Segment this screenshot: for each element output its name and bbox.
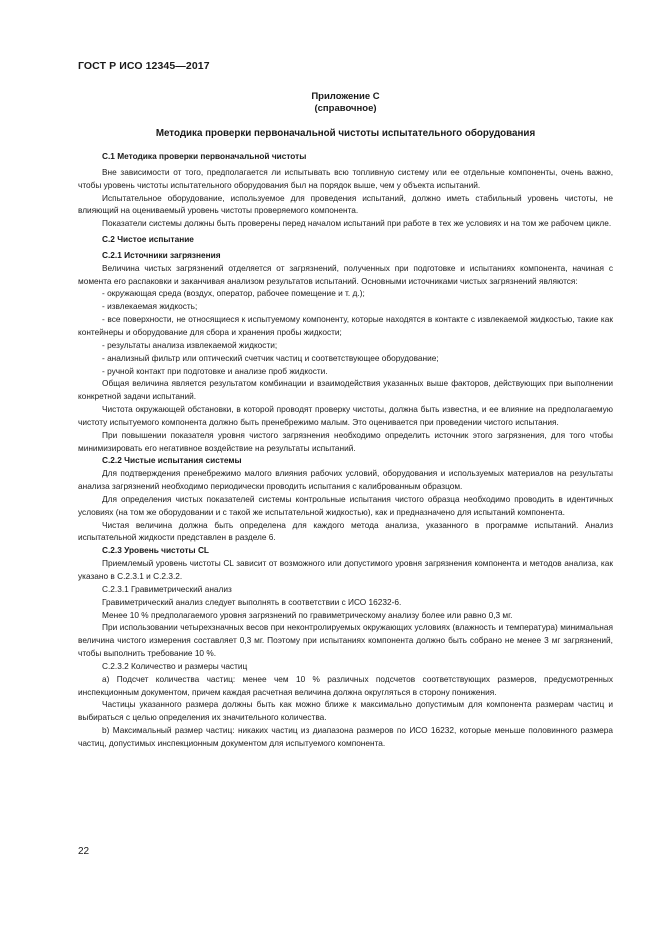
paragraph: Общая величина является результатом комбинации и взаимодействия указанных выше факторов, действующих при выполнении конкретной задачи испытаний. (78, 378, 613, 402)
paragraph: Частицы указанного размера должны быть как можно ближе к максимально допустимым для компонента размерам частиц и выбираться с целью определения их значительного количества. (78, 699, 613, 723)
document-body (78, 150, 613, 750)
paragraph: b) Максимальный размер частиц: никаких частиц из диапазона размеров по ИСО 16232, которые меньше половинного размера частиц, допустимых инспекционным документом для испытуемого компонента. (78, 725, 613, 748)
section-heading-c23: С.2.3 Уровень чистоты CL (102, 545, 210, 556)
paragraph: Показатели системы должны быть проверены перед началом испытаний при работе в тех же условиях и на том же рабочем цикле. (102, 218, 612, 229)
subsection-heading-c232: С.2.3.2 Количество и размеры частиц (102, 660, 248, 671)
paragraph: Для определения чистых показателей системы контрольные испытания чистого образца необходимо проводить в идентичных условиях (на том же оборудовании и с такой же испытательной жидкостью), как и предназначено для испытаний компонента. (78, 493, 613, 517)
list-item: - все поверхности, не относящиеся к испытуемому компоненту, которые находятся в контакте с извлекаемой жидкостью, такие как контейнеры и оборудование для сбора и хранения пробы жидкости; (78, 314, 613, 337)
annex-title: Приложение С (311, 91, 380, 102)
paragraph: Величина чистых загрязнений отделяется от загрязнений, полученных при подготовке и испытаниях компонента, начиная с момента его распаковки и заканчивая анализом результатов испытаний. Основными источниками чистых загрязнений являются: (78, 262, 613, 286)
paragraph: Чистая величина должна быть определена для каждого метода анализа, указанного в программе испытаний. Анализ испытательной жидкости представлен в разделе 6. (78, 519, 613, 543)
list-item: - ручной контакт при подготовке и анализе проб жидкости. (102, 365, 328, 376)
paragraph: а) Подсчет количества частиц: менее чем 10 % различных подсчетов соответствующих размеров, предусмотренных инспекционным документом, причем каждая расчетная величина должна округляться в сторону понижения. (78, 673, 613, 697)
annex-label (78, 91, 613, 115)
annex-heading: Методика проверки первоначальной чистоты испытательного оборудования (155, 128, 536, 139)
paragraph: При повышении показателя уровня чистого загрязнения необходимо определить источник этого загрязнения, для того чтобы минимизировать его негативное воздействие на результаты испытаний. (78, 429, 613, 453)
paragraph: Гравиметрический анализ следует выполнять в соответствии с ИСО 16232-6. (102, 596, 402, 607)
paragraph: Менее 10 % предполагаемого уровня загрязнений по гравиметрическому анализу более или равно 0,3 мг. (102, 609, 513, 620)
paragraph: Испытательное оборудование, используемое для проведения испытаний, должно иметь стабильный уровень чистоты, не влияющий на оцениваемый уровень чистоты проверяемого компонента. (78, 192, 613, 216)
list-item: - окружающая среда (воздух, оператор, рабочее помещение и т. д.); (102, 288, 365, 299)
list-item: - анализный фильтр или оптический счетчик частиц и соответствующее оборудование; (102, 352, 439, 363)
section-heading-c1: С.1 Методика проверки первоначальной чистоты (102, 151, 307, 161)
paragraph: Для подтверждения пренебрежимо малого влияния рабочих условий, оборудования и используемых материалов на результаты анализа загрязнений необходимо периодически проводить испытания с калиброванным образцом. (78, 468, 613, 492)
list-item: - результаты анализа извлекаемой жидкости; (102, 339, 278, 350)
paragraph: Чистота окружающей обстановки, в которой проводят проверку чистоты, должна быть известна, и ее влияние на предполагаемую чистоту испытуемого компонента должно быть пренебрежимо малым. Это оценивается при проведении чистого испытания. (78, 404, 613, 427)
standard-header: ГОСТ Р ИСО 12345—2017 (78, 60, 210, 72)
section-heading-c21: С.2.1 Источники загрязнения (102, 249, 221, 260)
annex-type: (справочное) (314, 103, 377, 114)
paragraph: При использовании четырехзначных весов при неконтролируемых окружающих условиях (влажность и температура) минимальная величина чистого измерения составляет 0,3 мг. Поэтому при испытаниях компонента должно быть собрано не менее 3 мг загрязнений, чтобы выполнить требование 10 %. (78, 622, 613, 659)
subsection-heading-c231: С.2.3.1 Гравиметрический анализ (102, 583, 232, 594)
page-number: 22 (78, 846, 90, 857)
section-heading-c2: С.2 Чистое испытание (102, 234, 194, 245)
paragraph: Приемлемый уровень чистоты CL зависит от возможного или допустимого уровня загрязнения компонента и методов анализа, как указано в С.2.3.1 и С.2.3.2. (78, 558, 613, 581)
paragraph: Вне зависимости от того, предполагается ли испытывать всю топливную систему или ее отдельные компоненты, очень важно, чтобы уровень чистоты испытательного оборудования был на порядок выше, чем у объекта испытаний. (78, 166, 613, 190)
section-heading-c22: С.2.2 Чистые испытания системы (102, 455, 242, 466)
list-item: - извлекаемая жидкость; (102, 301, 198, 312)
